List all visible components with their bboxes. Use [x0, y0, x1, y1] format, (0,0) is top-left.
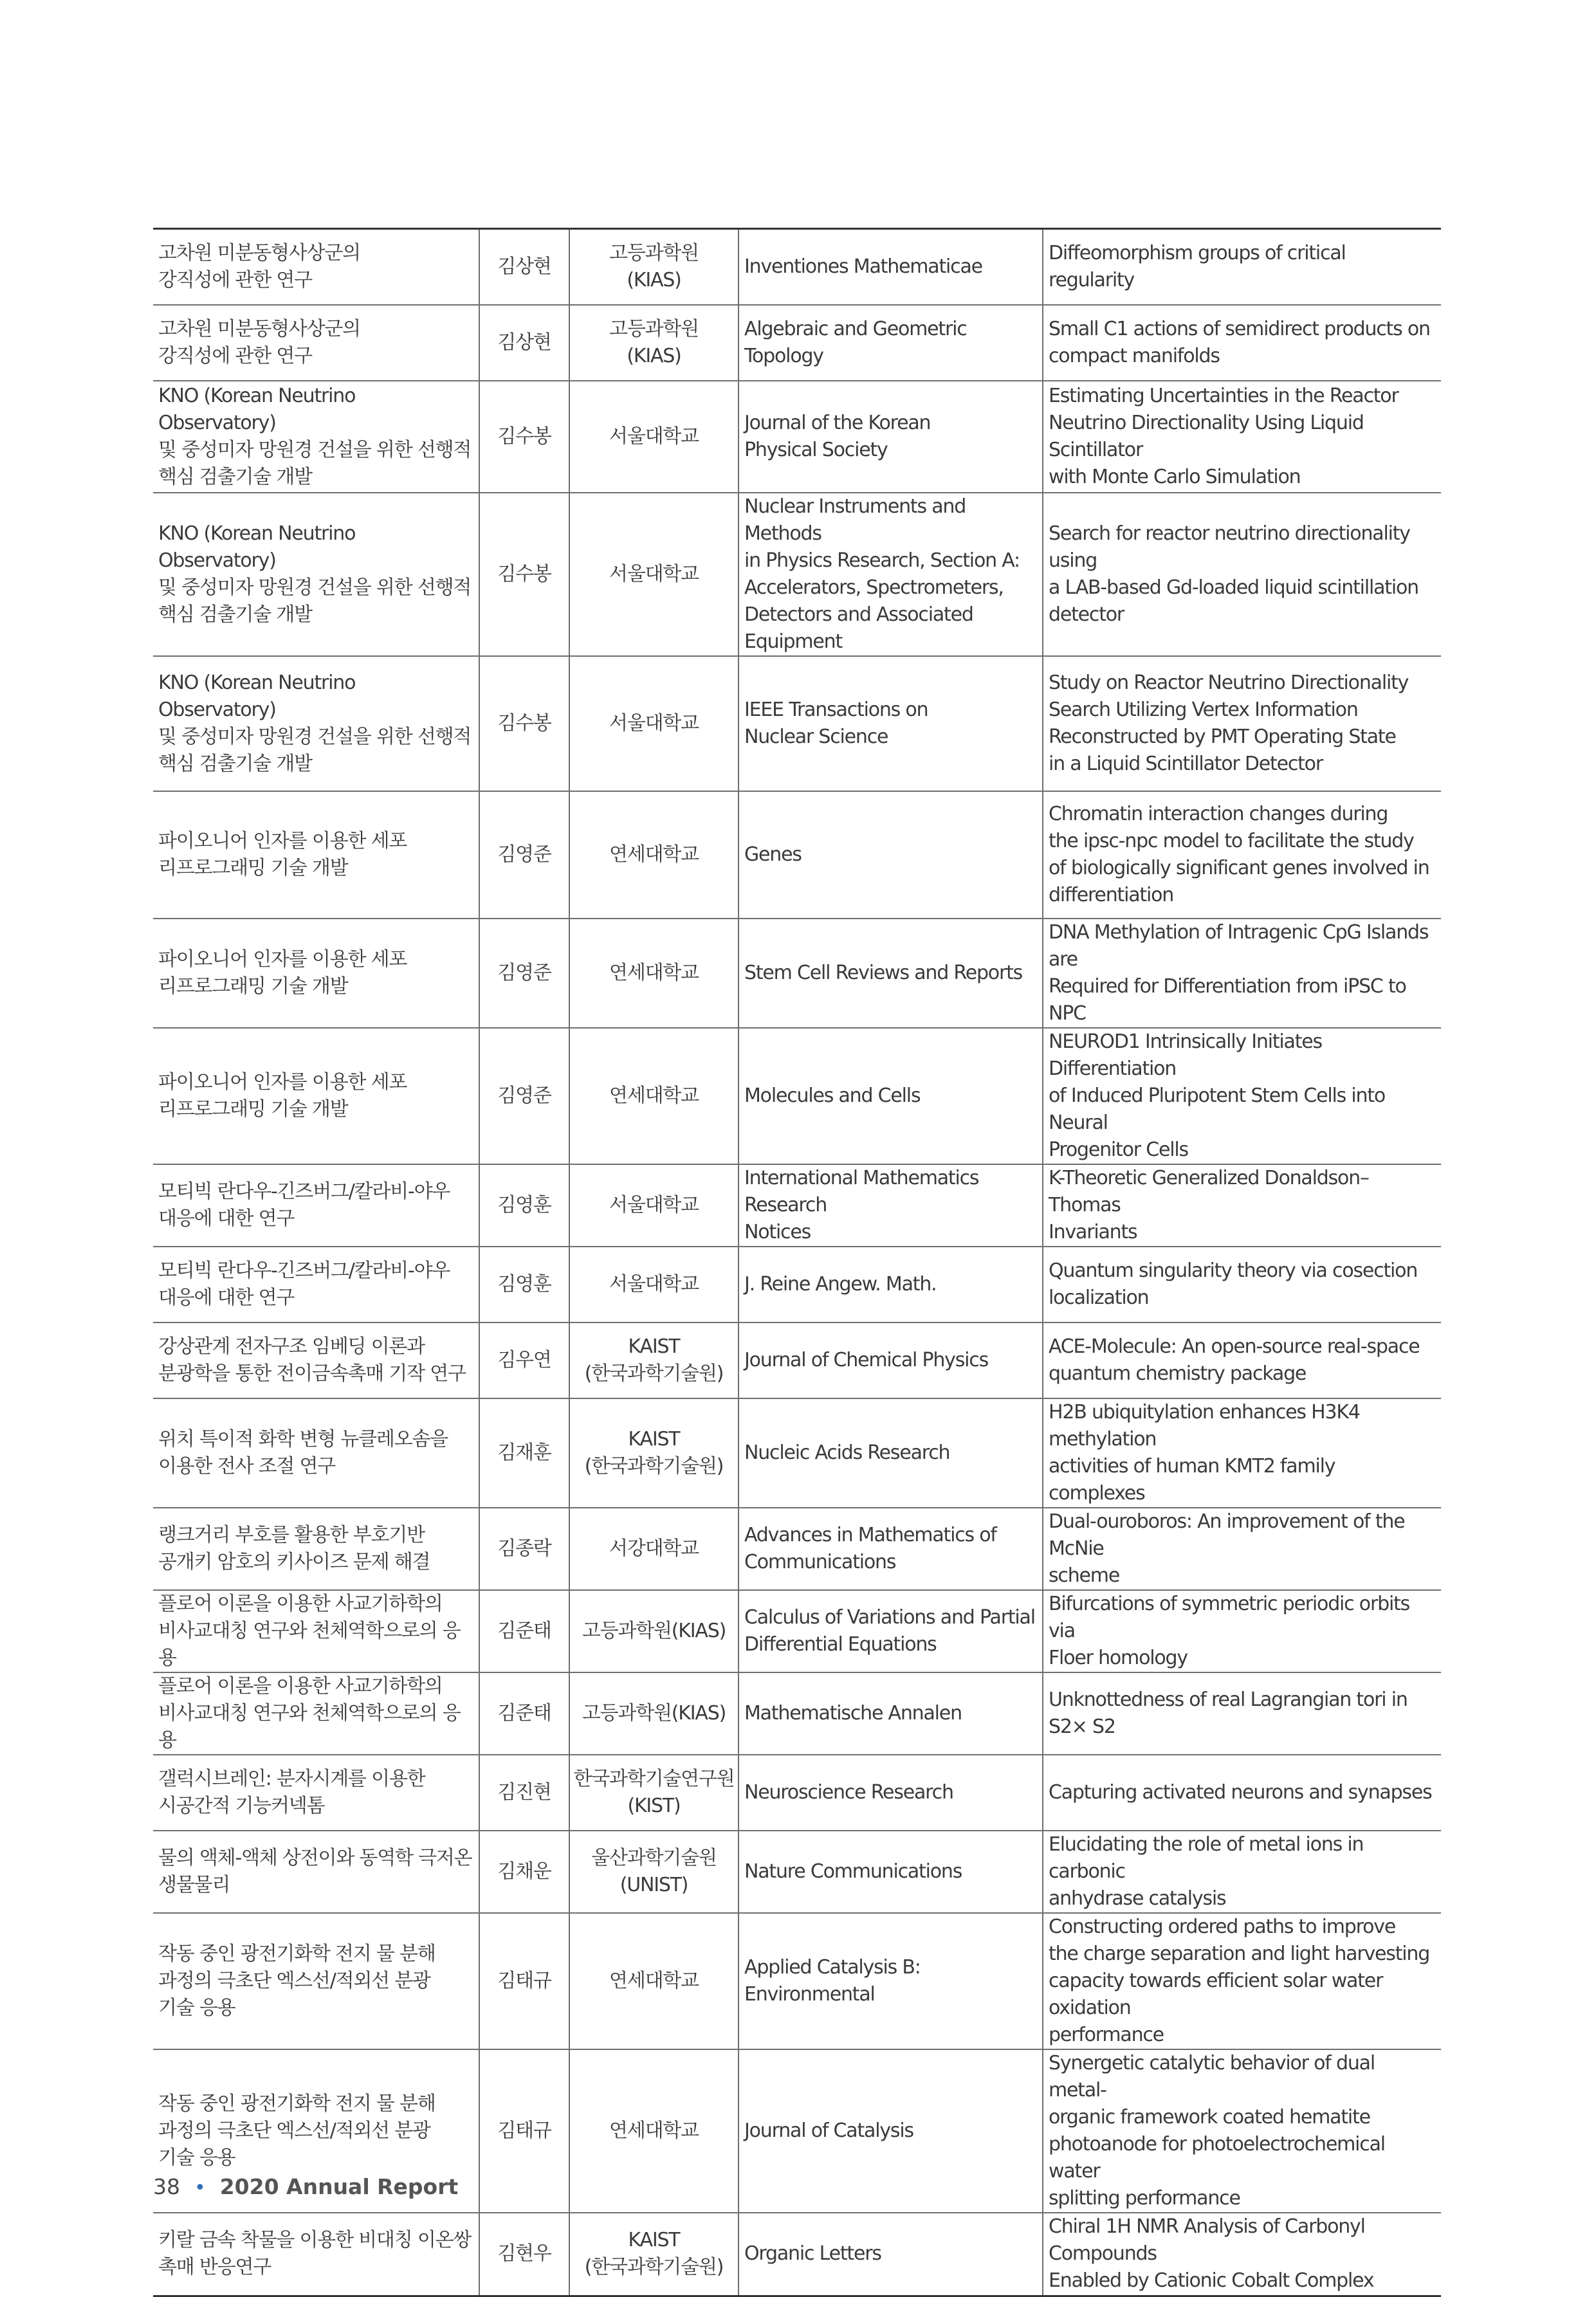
researcher-text: 김진현: [497, 1780, 551, 1804]
researcher-text: 김영훈: [497, 1272, 551, 1295]
table-row: [153, 1755, 1441, 1831]
paper-title-cell: [1043, 305, 1441, 381]
paper-title-cell: [1043, 1831, 1441, 1913]
institution-cell: [569, 1913, 738, 2049]
journal-cell: [738, 656, 1043, 791]
project-title-text: 물의 액체-액체 상전이와 동역학 극저온 생물물리: [158, 1846, 472, 1896]
project-title-text: 랭크거리 부호를 활용한 부호기반 공개키 암호의 키사이즈 문제 해결: [158, 1523, 430, 1573]
table-row: [153, 791, 1441, 919]
researcher-text: 김수봉: [497, 562, 551, 585]
journal-text: Journal of Catalysis: [744, 2119, 913, 2142]
institution-cell: [569, 1672, 738, 1755]
project-title-text: 파이오니어 인자를 이용한 세포 리프로그래밍 기술 개발: [158, 829, 407, 879]
institution-text: 연세대학교: [609, 961, 699, 984]
journal-text: Journal of Chemical Physics: [744, 1348, 989, 1371]
researcher-text: 김영훈: [497, 1193, 551, 1216]
table-row: [153, 1913, 1441, 2049]
researcher-cell: [479, 1028, 569, 1164]
project-title-cell: [153, 791, 479, 919]
table-row: [153, 1398, 1441, 1508]
institution-text: KAIST (한국과학기술원): [584, 2229, 724, 2279]
paper-title-cell: [1043, 1913, 1441, 2049]
table-row: [153, 493, 1441, 656]
researcher-text: 김영준: [497, 1084, 551, 1107]
project-title-cell: [153, 656, 479, 791]
paper-title-cell: [1043, 493, 1441, 656]
journal-cell: [738, 493, 1043, 656]
project-title-text: 파이오니어 인자를 이용한 세포 리프로그래밍 기술 개발: [158, 1070, 407, 1121]
paper-title-text: DNA Methylation of Intragenic CpG Islands are Required for Differentiation from iPSC to NPC: [1049, 920, 1429, 1025]
institution-text: 서울대학교: [609, 1193, 699, 1216]
publication-table-body: [153, 229, 1441, 2296]
researcher-cell: [479, 919, 569, 1028]
project-title-cell: [153, 1831, 479, 1913]
page-footer: [153, 2173, 458, 2202]
paper-title-text: Constructing ordered paths to improve the charge separation and light harvesting capacity towards efficient solar water oxidation performance: [1049, 1915, 1430, 2046]
journal-cell: [738, 1590, 1043, 1672]
table-row: [153, 656, 1441, 791]
institution-cell: [569, 791, 738, 919]
researcher-text: 김태규: [497, 2119, 551, 2142]
project-title-cell: [153, 229, 479, 305]
researcher-cell: [479, 1322, 569, 1398]
institution-cell: [569, 229, 738, 305]
project-title-text: 고차원 미분동형사상군의 강직성에 관한 연구: [158, 241, 360, 291]
table-row: [153, 1508, 1441, 1590]
paper-title-cell: [1043, 1398, 1441, 1508]
journal-cell: [738, 1831, 1043, 1913]
project-title-text: 갤럭시브레인: 분자시계를 이용한 시공간적 기능커넥톰: [158, 1767, 425, 1817]
journal-cell: [738, 1672, 1043, 1755]
researcher-cell: [479, 2213, 569, 2296]
journal-text: Inventiones Mathematicae: [744, 255, 982, 278]
researcher-text: 김준태: [497, 1619, 551, 1642]
institution-cell: [569, 1755, 738, 1831]
journal-text: Organic Letters: [744, 2242, 881, 2265]
project-title-text: 강상관계 전자구조 임베딩 이론과 분광학을 통한 전이금속촉매 기작 연구: [158, 1335, 466, 1385]
table-row: [153, 1164, 1441, 1247]
journal-text: Nature Communications: [744, 1860, 962, 1883]
researcher-cell: [479, 791, 569, 919]
paper-title-cell: [1043, 1247, 1441, 1322]
paper-title-text: Chromatin interaction changes during the ipsc-npc model to facilitate the study of biologically significant genes involved in differentiation: [1049, 802, 1429, 906]
journal-cell: [738, 1755, 1043, 1831]
paper-title-cell: [1043, 656, 1441, 791]
institution-text: 한국과학기술연구원 (KIST): [573, 1767, 735, 1817]
table-row: [153, 919, 1441, 1028]
project-title-text: 모티빅 란다우-긴즈버그/칼라비-야우 대응에 대한 연구: [158, 1180, 450, 1230]
project-title-cell: [153, 2213, 479, 2296]
researcher-cell: [479, 1831, 569, 1913]
publication-table: [153, 228, 1441, 2297]
researcher-text: 김현우: [497, 2242, 551, 2265]
institution-text: 서울대학교: [609, 425, 699, 448]
paper-title-text: Small C1 actions of semidirect products on compact manifolds: [1049, 317, 1430, 367]
institution-cell: [569, 656, 738, 791]
institution-cell: [569, 1247, 738, 1322]
project-title-cell: [153, 1164, 479, 1247]
paper-title-cell: [1043, 791, 1441, 919]
institution-cell: [569, 919, 738, 1028]
institution-text: 서울대학교: [609, 711, 699, 735]
paper-title-cell: [1043, 1755, 1441, 1831]
journal-text: Nucleic Acids Research: [744, 1441, 950, 1464]
institution-text: 고등과학원 (KIAS): [609, 241, 699, 291]
researcher-text: 김종락: [497, 1537, 551, 1560]
journal-text: J. Reine Angew. Math.: [744, 1272, 937, 1295]
institution-text: 서강대학교: [609, 1537, 699, 1560]
paper-title-text: Dual-ouroboros: An improvement of the McNie scheme: [1049, 1510, 1405, 1587]
institution-cell: [569, 1164, 738, 1247]
table-row: [153, 1672, 1441, 1755]
paper-title-text: K-Theoretic Generalized Donaldson–Thomas Invariants: [1049, 1166, 1369, 1243]
researcher-text: 김재훈: [497, 1441, 551, 1464]
paper-title-text: NEUROD1 Intrinsically Initiates Differentiation of Induced Pluripotent Stem Cells into Neural Progenitor Cells: [1049, 1030, 1386, 1161]
footer-separator-dot: •: [194, 2177, 206, 2199]
report-title: 2020 Annual Report: [219, 2174, 459, 2199]
project-title-cell: [153, 1913, 479, 2049]
table-row: [153, 229, 1441, 305]
researcher-text: 김우연: [497, 1348, 551, 1371]
paper-title-cell: [1043, 1322, 1441, 1398]
researcher-text: 김상현: [497, 331, 551, 354]
institution-cell: [569, 1322, 738, 1398]
paper-title-cell: [1043, 1164, 1441, 1247]
project-title-cell: [153, 1508, 479, 1590]
table-row: [153, 1028, 1441, 1164]
project-title-cell: [153, 305, 479, 381]
paper-title-cell: [1043, 1028, 1441, 1164]
project-title-cell: [153, 381, 479, 493]
paper-title-cell: [1043, 229, 1441, 305]
table-row: [153, 1831, 1441, 1913]
researcher-text: 김영준: [497, 961, 551, 984]
researcher-text: 김수봉: [497, 425, 551, 448]
paper-title-cell: [1043, 1590, 1441, 1672]
journal-text: IEEE Transactions on Nuclear Science: [744, 698, 928, 748]
paper-title-text: Elucidating the role of metal ions in carbonic anhydrase catalysis: [1049, 1833, 1364, 1910]
journal-text: Genes: [744, 843, 802, 866]
institution-cell: [569, 2213, 738, 2296]
journal-cell: [738, 305, 1043, 381]
journal-cell: [738, 1164, 1043, 1247]
researcher-cell: [479, 493, 569, 656]
institution-cell: [569, 1028, 738, 1164]
paper-title-cell: [1043, 2213, 1441, 2296]
researcher-cell: [479, 1672, 569, 1755]
journal-text: Advances in Mathematics of Communications: [744, 1523, 996, 1573]
project-title-text: KNO (Korean Neutrino Observatory) 및 중성미자 망원경 건설을 위한 선행적 핵심 검출기술 개발: [158, 671, 472, 775]
project-title-text: 파이오니어 인자를 이용한 세포 리프로그래밍 기술 개발: [158, 947, 407, 998]
paper-title-text: Study on Reactor Neutrino Directionality Search Utilizing Vertex Information Reconstructed by PMT Operating State in a Liquid Scintillator Detector: [1049, 671, 1409, 775]
institution-text: 고등과학원(KIAS): [582, 1701, 726, 1725]
institution-cell: [569, 381, 738, 493]
table-row: [153, 1590, 1441, 1672]
researcher-cell: [479, 381, 569, 493]
paper-title-cell: [1043, 381, 1441, 493]
project-title-text: 작동 중인 광전기화학 전지 물 분해 과정의 극초단 엑스선/적외선 분광 기술 응용: [158, 2092, 436, 2169]
paper-title-text: Diffeomorphism groups of critical regularity: [1049, 241, 1346, 291]
paper-title-text: ACE-Molecule: An open-source real-space quantum chemistry package: [1049, 1335, 1420, 1385]
institution-text: 연세대학교: [609, 843, 699, 866]
journal-text: Calculus of Variations and Partial Differential Equations: [744, 1606, 1035, 1656]
paper-title-text: Estimating Uncertainties in the Reactor Neutrino Directionality Using Liquid Scintillator with Monte Carlo Simulation: [1049, 384, 1399, 488]
journal-text: Nuclear Instruments and Methods in Physics Research, Section A: Accelerators, Spectrometers, Detectors and Associated Equipment: [744, 495, 1020, 653]
institution-cell: [569, 2049, 738, 2213]
project-title-text: 위치 특이적 화학 변형 뉴클레오솜을 이용한 전사 조절 연구: [158, 1427, 448, 1478]
paper-title-text: Search for reactor neutrino directionality using a LAB-based Gd-loaded liquid scintillation detector: [1049, 522, 1418, 626]
institution-text: KAIST (한국과학기술원): [584, 1335, 724, 1385]
institution-cell: [569, 1508, 738, 1590]
journal-cell: [738, 1508, 1043, 1590]
paper-title-text: Quantum singularity theory via cosection localization: [1049, 1259, 1418, 1309]
project-title-text: 모티빅 란다우-긴즈버그/칼라비-야우 대응에 대한 연구: [158, 1259, 450, 1309]
project-title-cell: [153, 1398, 479, 1508]
researcher-cell: [479, 1508, 569, 1590]
project-title-cell: [153, 1028, 479, 1164]
project-title-cell: [153, 1672, 479, 1755]
journal-cell: [738, 1322, 1043, 1398]
table-row: [153, 381, 1441, 493]
institution-cell: [569, 1831, 738, 1913]
project-title-text: 플로어 이론을 이용한 사교기하학의 비사교대칭 연구와 천체역학으로의 응용: [158, 1592, 461, 1669]
journal-cell: [738, 2049, 1043, 2213]
table-row: [153, 1322, 1441, 1398]
institution-text: 고등과학원 (KIAS): [609, 317, 699, 367]
project-title-cell: [153, 1755, 479, 1831]
institution-text: 연세대학교: [609, 1969, 699, 1992]
paper-title-text: Chiral 1H NMR Analysis of Carbonyl Compounds Enabled by Cationic Cobalt Complex: [1049, 2215, 1374, 2292]
institution-text: 고등과학원(KIAS): [582, 1619, 726, 1642]
project-title-cell: [153, 919, 479, 1028]
researcher-cell: [479, 305, 569, 381]
paper-title-text: Capturing activated neurons and synapses: [1049, 1780, 1432, 1804]
table-row: [153, 2213, 1441, 2296]
paper-title-text: Synergetic catalytic behavior of dual metal- organic framework coated hematite photoanode for photoelectrochemical water splitting performance: [1049, 2051, 1385, 2210]
project-title-text: 고차원 미분동형사상군의 강직성에 관한 연구: [158, 317, 360, 367]
researcher-cell: [479, 1590, 569, 1672]
project-title-cell: [153, 1590, 479, 1672]
paper-title-text: H2B ubiquitylation enhances H3K4 methylation activities of human KMT2 family complexes: [1049, 1400, 1360, 1505]
researcher-cell: [479, 1247, 569, 1322]
journal-text: Applied Catalysis B: Environmental: [744, 1955, 921, 2006]
table-row: [153, 1247, 1441, 1322]
paper-title-cell: [1043, 1508, 1441, 1590]
journal-text: Stem Cell Reviews and Reports: [744, 961, 1023, 984]
researcher-text: 김영준: [497, 843, 551, 866]
journal-cell: [738, 1913, 1043, 2049]
researcher-cell: [479, 1755, 569, 1831]
paper-title-cell: [1043, 919, 1441, 1028]
institution-text: 서울대학교: [609, 562, 699, 585]
researcher-cell: [479, 1913, 569, 2049]
journal-cell: [738, 1028, 1043, 1164]
journal-cell: [738, 2213, 1043, 2296]
journal-text: Journal of the Korean Physical Society: [744, 411, 931, 461]
journal-cell: [738, 229, 1043, 305]
project-title-text: 키랄 금속 착물을 이용한 비대칭 이온쌍 촉매 반응연구: [158, 2229, 472, 2279]
project-title-text: 플로어 이론을 이용한 사교기하학의 비사교대칭 연구와 천체역학으로의 응용: [158, 1674, 461, 1752]
project-title-text: KNO (Korean Neutrino Observatory) 및 중성미자 망원경 건설을 위한 선행적 핵심 검출기술 개발: [158, 384, 472, 488]
institution-text: 연세대학교: [609, 2119, 699, 2142]
journal-text: Mathematische Annalen: [744, 1701, 962, 1725]
journal-cell: [738, 1398, 1043, 1508]
paper-title-cell: [1043, 2049, 1441, 2213]
paper-title-text: Bifurcations of symmetric periodic orbits via Floer homology: [1049, 1592, 1410, 1669]
researcher-text: 김수봉: [497, 711, 551, 735]
journal-cell: [738, 919, 1043, 1028]
page-number: 38: [153, 2174, 180, 2199]
paper-title-text: Unknottedness of real Lagrangian tori in S2× S2: [1049, 1688, 1408, 1738]
project-title-text: KNO (Korean Neutrino Observatory) 및 중성미자 망원경 건설을 위한 선행적 핵심 검출기술 개발: [158, 522, 472, 626]
institution-text: 울산과학기술원 (UNIST): [591, 1846, 717, 1896]
institution-text: 서울대학교: [609, 1272, 699, 1295]
institution-text: KAIST (한국과학기술원): [584, 1427, 724, 1478]
journal-text: International Mathematics Research Notices: [744, 1166, 979, 1243]
researcher-text: 김태규: [497, 1969, 551, 1992]
project-title-cell: [153, 1247, 479, 1322]
journal-cell: [738, 791, 1043, 919]
researcher-cell: [479, 1398, 569, 1508]
researcher-text: 김준태: [497, 1701, 551, 1725]
researcher-cell: [479, 656, 569, 791]
project-title-cell: [153, 493, 479, 656]
project-title-cell: [153, 1322, 479, 1398]
paper-title-cell: [1043, 1672, 1441, 1755]
institution-text: 연세대학교: [609, 1084, 699, 1107]
journal-text: Neuroscience Research: [744, 1780, 953, 1804]
table-row: [153, 305, 1441, 381]
institution-cell: [569, 305, 738, 381]
researcher-text: 김상현: [497, 255, 551, 278]
journal-cell: [738, 1247, 1043, 1322]
journal-cell: [738, 381, 1043, 493]
researcher-text: 김채운: [497, 1860, 551, 1883]
journal-text: Algebraic and Geometric Topology: [744, 317, 967, 367]
institution-cell: [569, 493, 738, 656]
researcher-cell: [479, 1164, 569, 1247]
researcher-cell: [479, 229, 569, 305]
institution-cell: [569, 1590, 738, 1672]
researcher-cell: [479, 2049, 569, 2213]
institution-cell: [569, 1398, 738, 1508]
project-title-text: 작동 중인 광전기화학 전지 물 분해 과정의 극초단 엑스선/적외선 분광 기술 응용: [158, 1942, 436, 2019]
journal-text: Molecules and Cells: [744, 1084, 921, 1107]
